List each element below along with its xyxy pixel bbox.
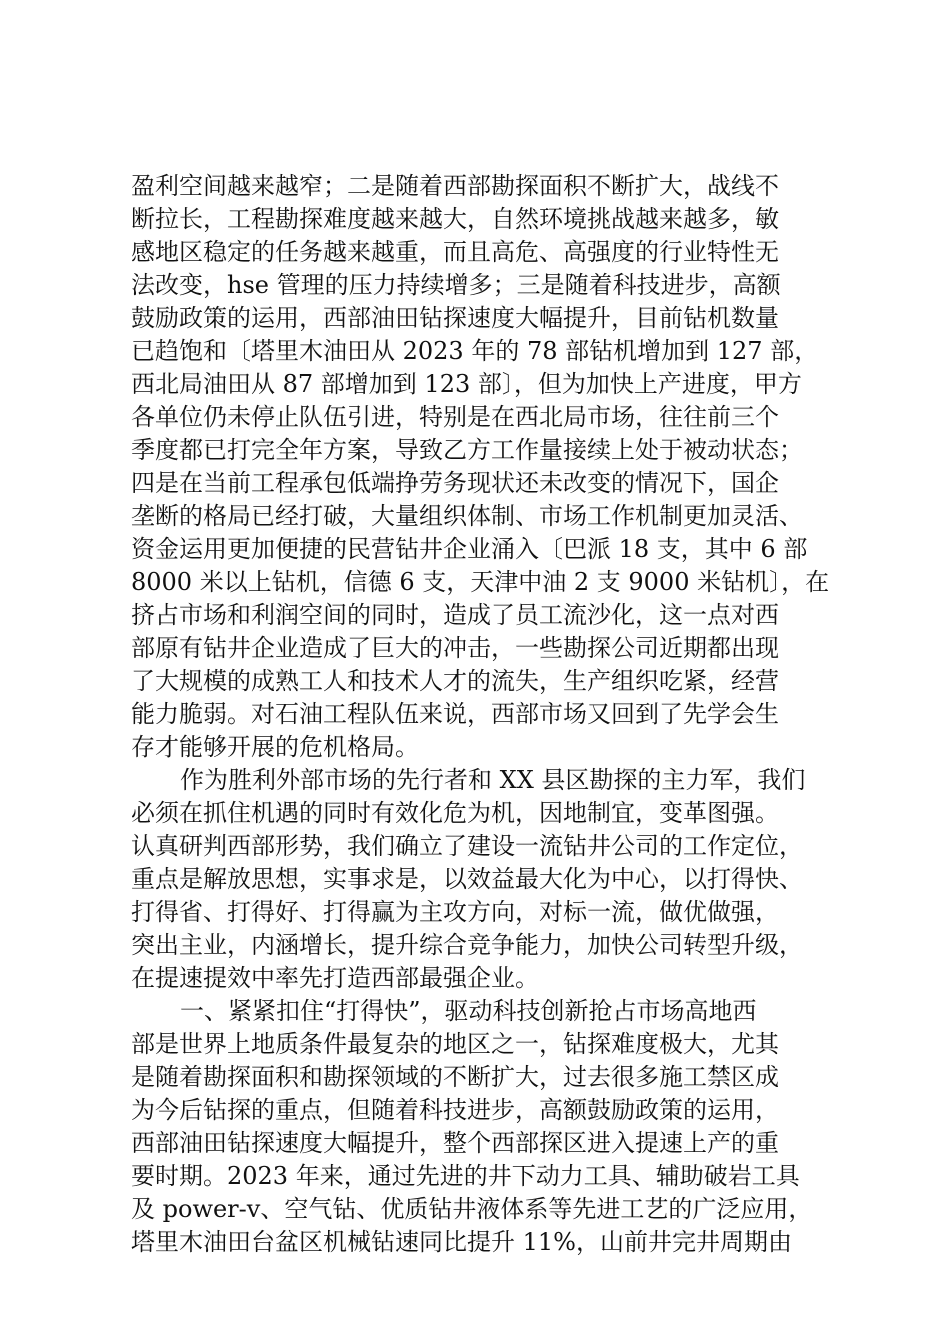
text-line: 资金运用更加便捷的民营钻井企业涌入〔巴派 18 支，其中 6 部	[131, 535, 808, 563]
text-line: 法改变，hse 管理的压力持续增多；三是随着科技进步，高额	[131, 271, 781, 299]
text-line: 突出主业，内涵增长，提升综合竞争能力，加快公司转型升级，	[131, 931, 803, 959]
text-line: 打得省、打得好、打得赢为主攻方向，对标一流，做优做强，	[131, 898, 779, 926]
text-line: 鼓励政策的运用，西部油田钻探速度大幅提升，目前钻机数量	[131, 304, 779, 332]
text-line: 8000 米以上钻机，信德 6 支，天津中油 2 支 9000 米钻机〕，在	[131, 568, 830, 596]
text-line: 是随着勘探面积和勘探领域的不断扩大，过去很多施工禁区成	[131, 1063, 779, 1091]
text-line: 部是世界上地质条件最复杂的地区之一，钻探难度极大，尤其	[131, 1030, 779, 1058]
paragraph-first-line: 作为胜利外部市场的先行者和 XX 县区勘探的主力军，我们	[180, 766, 806, 794]
text-line: 四是在当前工程承包低端挣劳务现状还未改变的情况下，国企	[131, 469, 779, 497]
text-line: 要时期。2023 年来，通过先进的井下动力工具、辅助破岩工具	[131, 1162, 800, 1190]
text-line: 西北局油田从 87 部增加到 123 部〕，但为加快上产进度，甲方	[131, 370, 802, 398]
text-line: 西部油田钻探速度大幅提升，整个西部探区进入提速上产的重	[131, 1129, 779, 1157]
text-line: 挤占市场和利润空间的同时，造成了员工流沙化，这一点对西	[131, 601, 779, 629]
text-line: 存才能够开展的危机格局。	[131, 733, 419, 761]
text-line: 垄断的格局已经打破，大量组织体制、市场工作机制更加灵活、	[131, 502, 803, 530]
text-line: 感地区稳定的任务越来越重，而且高危、高强度的行业特性无	[131, 238, 779, 266]
text-line: 各单位仍未停止队伍引进，特别是在西北局市场，往往前三个	[131, 403, 779, 431]
body-text	[131, 170, 831, 1259]
text-line: 及 power-v、空气钻、优质钻井液体系等先进工艺的广泛应用，	[131, 1195, 813, 1223]
text-line: 在提速提效中率先打造西部最强企业。	[131, 964, 539, 992]
text-line: 为今后钻探的重点，但随着科技进步，高额鼓励政策的运用，	[131, 1096, 779, 1124]
text-line: 重点是解放思想，实事求是，以效益最大化为中心，以打得快、	[131, 865, 803, 893]
text-line: 季度都已打完全年方案，导致乙方工作量接续上处于被动状态；	[131, 436, 803, 464]
text-line: 认真研判西部形势，我们确立了建设一流钻井公司的工作定位，	[131, 832, 803, 860]
paragraph-first-line: 一、紧紧扣住“打得快”，驱动科技创新抢占市场高地西	[180, 997, 757, 1025]
text-line: 盈利空间越来越窄；二是随着西部勘探面积不断扩大，战线不	[131, 172, 779, 200]
text-line: 已趋饱和〔塔里木油田从 2023 年的 78 部钻机增加到 127 部，	[131, 337, 819, 365]
text-line: 了大规模的成熟工人和技术人才的流失，生产组织吃紧，经营	[131, 667, 779, 695]
text-line: 能力脆弱。对石油工程队伍来说，西部市场又回到了先学会生	[131, 700, 779, 728]
text-line: 部原有钻井企业造成了巨大的冲击，一些勘探公司近期都出现	[131, 634, 779, 662]
text-line: 塔里木油田台盆区机械钻速同比提升 11%，山前井完井周期由	[131, 1228, 792, 1256]
text-line: 必须在抓住机遇的同时有效化危为机，因地制宜，变革图强。	[131, 799, 779, 827]
text-line: 断拉长，工程勘探难度越来越大，自然环境挑战越来越多，敏	[131, 205, 779, 233]
